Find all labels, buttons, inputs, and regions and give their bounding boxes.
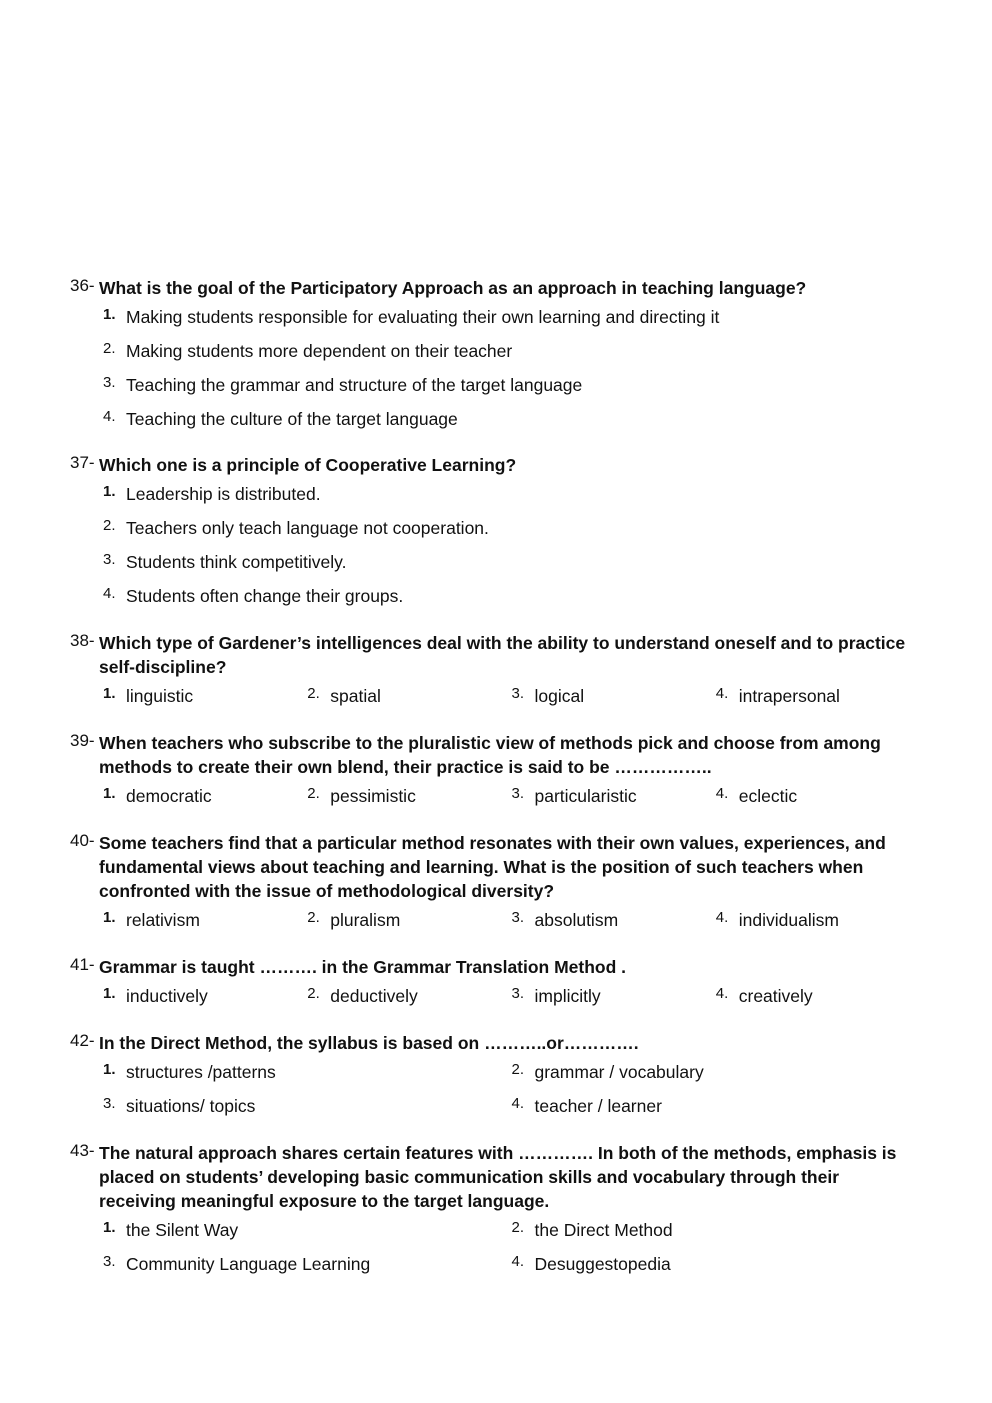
question-stem <box>70 955 920 979</box>
question-43 <box>70 1141 920 1287</box>
option-4: 4. Teaching the culture of the target language <box>103 408 458 429</box>
option-3: 3. absolutism <box>511 909 619 930</box>
question-stem <box>70 831 920 903</box>
question-stem <box>70 453 920 477</box>
question-stem <box>70 731 920 779</box>
option-3: 3. Students think competitively. <box>103 551 347 572</box>
option-4: 4. Desuggestopedia <box>511 1253 671 1274</box>
option-3: 3. implicitly <box>511 985 601 1006</box>
option-1: 1. linguistic <box>103 685 194 706</box>
option-2: 2. pessimistic <box>307 785 416 806</box>
options-grid <box>103 1219 920 1287</box>
option-2: 2. deductively <box>307 985 418 1006</box>
question-number: 42- <box>70 1031 95 1050</box>
question-number: 40- <box>70 831 95 850</box>
options-list <box>103 306 920 442</box>
option-2: 2. Teachers only teach language not cooperation. <box>103 517 489 538</box>
option-2: 2. grammar / vocabulary <box>511 1061 704 1082</box>
options-list <box>103 685 920 719</box>
options-list <box>103 909 920 943</box>
options-grid <box>103 1061 920 1129</box>
question-41 <box>70 955 920 1019</box>
question-text: Which one is a principle of Cooperative Learning? <box>99 455 517 475</box>
question-37 <box>70 453 920 619</box>
option-2: 2. the Direct Method <box>511 1219 673 1240</box>
option-1: 1. Making students responsible for evaluating their own learning and directing it <box>103 306 720 327</box>
question-text: Which type of Gardener’s intelligences deal with the ability to understand oneself and to practice self-discipline? <box>99 633 906 677</box>
option-1: 1. inductively <box>103 985 208 1006</box>
question-40 <box>70 831 920 943</box>
question-text: Grammar is taught ………. in the Grammar Translation Method . <box>99 957 627 977</box>
option-3: 3. situations/ topics <box>103 1095 256 1116</box>
option-1: 1. structures /patterns <box>103 1061 276 1082</box>
option-3: 3. Teaching the grammar and structure of the target language <box>103 374 583 395</box>
option-1: 1. democratic <box>103 785 212 806</box>
option-1: 1. Leadership is distributed. <box>103 483 321 504</box>
option-1: 1. relativism <box>103 909 200 930</box>
question-number: 37- <box>70 453 95 472</box>
question-number: 38- <box>70 631 95 650</box>
option-4: 4. eclectic <box>715 785 798 806</box>
question-39 <box>70 731 920 819</box>
option-2: 2. pluralism <box>307 909 401 930</box>
question-38 <box>70 631 920 719</box>
question-text: When teachers who subscribe to the pluralistic view of methods pick and choose from among methods to create their own blend, their practice is said to be …………….. <box>99 733 881 777</box>
question-number: 36- <box>70 276 95 295</box>
question-text: In the Direct Method, the syllabus is based on ………..or…………. <box>99 1033 639 1053</box>
question-number: 43- <box>70 1141 95 1160</box>
question-text: Some teachers find that a particular method resonates with their own values, experiences, and fundamental views about teaching and learning. What is the position of such teachers when confronted with the issue of methodological diversity? <box>99 833 886 901</box>
question-text: The natural approach shares certain features with …………. In both of the methods, emphasis is placed on students’ developing basic communication skills and vocabulary through their receiving meaningful exposure to the target language. <box>99 1143 897 1211</box>
option-4: 4. intrapersonal <box>715 685 840 706</box>
option-4: 4. creatively <box>715 985 813 1006</box>
question-36 <box>70 276 920 442</box>
question-stem <box>70 631 920 679</box>
option-4: 4. Students often change their groups. <box>103 585 404 606</box>
option-4: 4. teacher / learner <box>511 1095 662 1116</box>
question-stem <box>70 1031 920 1055</box>
option-3: 3. particularistic <box>511 785 637 806</box>
option-3: 3. Community Language Learning <box>103 1253 371 1274</box>
option-3: 3. logical <box>511 685 585 706</box>
options-list <box>103 785 920 819</box>
options-list <box>103 985 920 1019</box>
question-42 <box>70 1031 920 1129</box>
question-text: What is the goal of the Participatory Approach as an approach in teaching language? <box>99 278 807 298</box>
question-number: 39- <box>70 731 95 750</box>
option-2: 2. spatial <box>307 685 381 706</box>
question-number: 41- <box>70 955 95 974</box>
question-stem <box>70 276 920 300</box>
options-list <box>103 483 920 619</box>
option-1: 1. the Silent Way <box>103 1219 239 1240</box>
question-stem <box>70 1141 920 1213</box>
option-2: 2. Making students more dependent on their teacher <box>103 340 513 361</box>
option-4: 4. individualism <box>715 909 839 930</box>
